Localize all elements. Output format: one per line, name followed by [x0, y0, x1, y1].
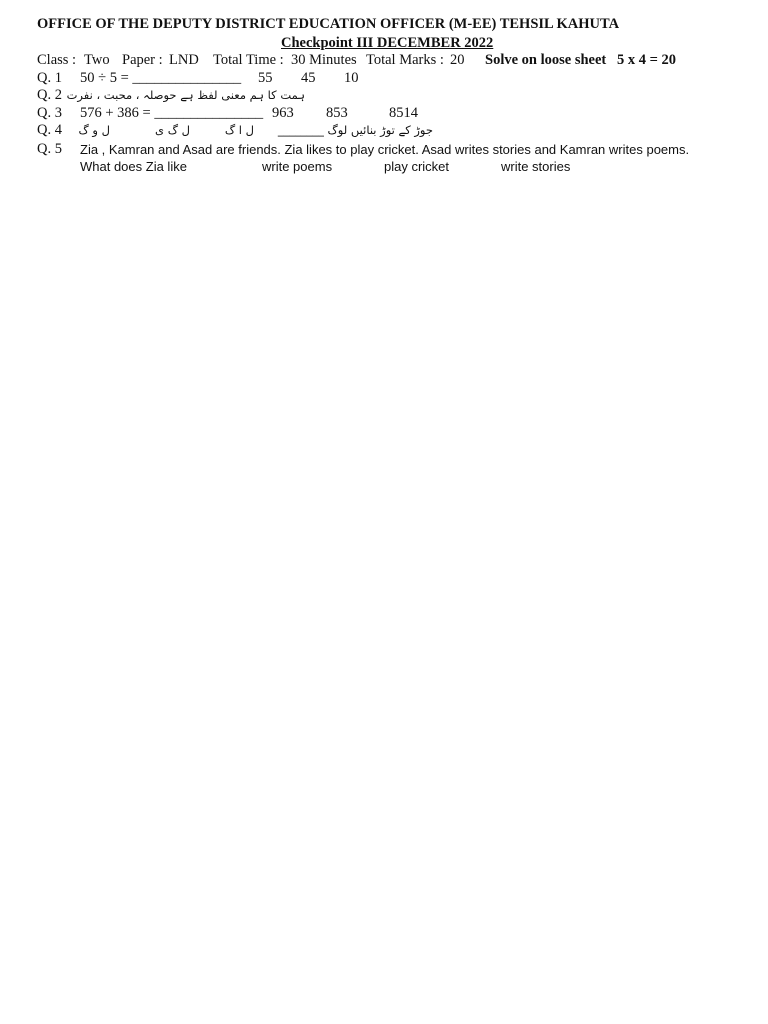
- question-text: 576 + 386 = _______________: [80, 105, 264, 121]
- option: 45: [301, 70, 316, 86]
- time-value: 30 Minutes: [291, 52, 357, 68]
- paper-label: Paper :: [122, 52, 163, 68]
- checkpoint-heading: Checkpoint III DECEMBER 2022: [281, 35, 494, 51]
- paper-value: LND: [169, 52, 199, 68]
- question-number: Q. 3: [37, 105, 62, 121]
- marks-label: Total Marks :: [366, 52, 444, 68]
- class-label: Class :: [37, 52, 77, 68]
- option: 963: [272, 105, 294, 121]
- question-number: Q. 2: [37, 87, 62, 103]
- instruction-text: Solve on loose sheet: [485, 52, 607, 68]
- time-label: Total Time :: [213, 52, 284, 68]
- option: 55: [258, 70, 273, 86]
- option: 8514: [389, 105, 418, 121]
- question-number: Q. 4: [37, 122, 62, 138]
- option: write stories: [501, 159, 571, 174]
- question-text-urdu: جوڑ کے توڑ بنائیں لوگ ________: [277, 123, 433, 137]
- option: 853: [326, 105, 348, 121]
- office-heading: OFFICE OF THE DEPUTY DISTRICT EDUCATION OFFICER (M-EE) TEHSIL KAHUTA: [37, 16, 620, 32]
- question-text: Zia , Kamran and Asad are friends. Zia likes to play cricket. Asad writes stories and Kamran writes poems.: [80, 142, 690, 157]
- question-number: Q. 5: [37, 141, 62, 157]
- class-value: Two: [84, 52, 110, 68]
- option-urdu: ل و گ: [78, 123, 110, 137]
- scoring-text: 5 x 4 = 20: [617, 52, 677, 68]
- option-urdu: ل گ ی: [155, 123, 190, 137]
- option: write poems: [262, 159, 333, 174]
- option-urdu: ل ا گ: [224, 123, 254, 137]
- sub-question: What does Zia like: [80, 159, 187, 174]
- question-text: 50 ÷ 5 = _______________: [80, 70, 242, 86]
- question-text-urdu: ہمت کا ہم معنی لفظ ہے حوصلہ ، محبت ، نفرت: [66, 88, 305, 102]
- option: 10: [344, 70, 359, 86]
- option: play cricket: [384, 159, 450, 174]
- marks-value: 20: [450, 52, 465, 68]
- question-number: Q. 1: [37, 70, 62, 86]
